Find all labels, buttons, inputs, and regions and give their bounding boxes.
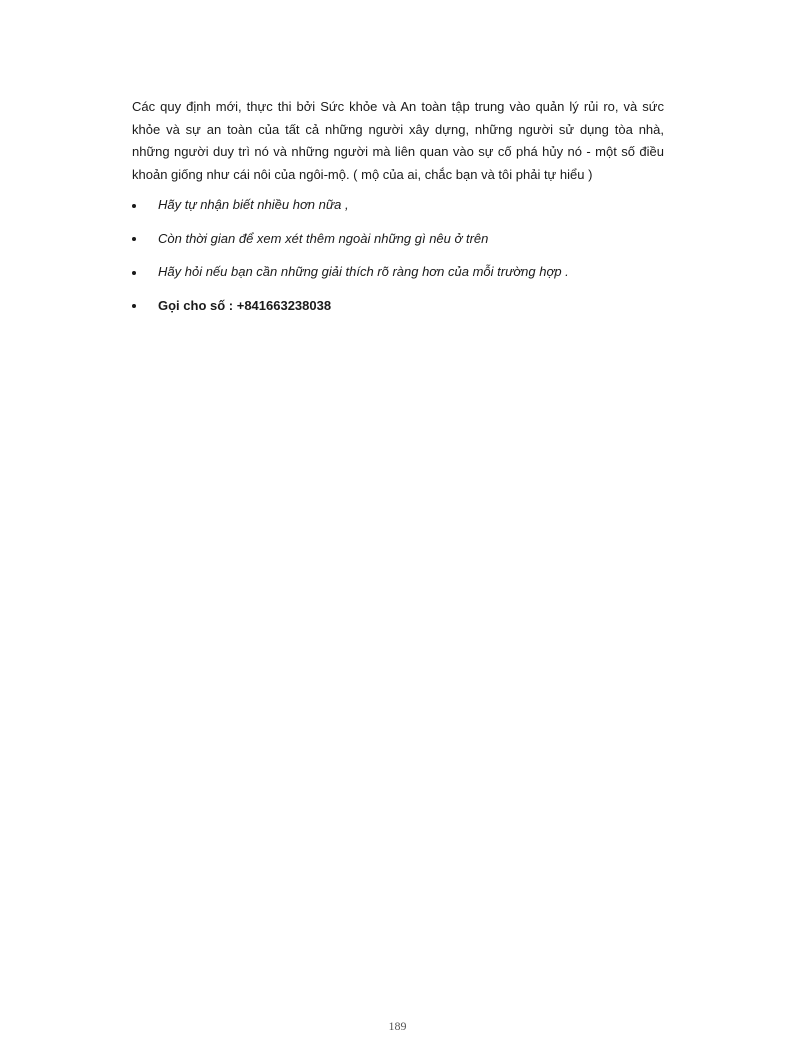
list-item xyxy=(132,261,664,284)
bullet-text: Hãy hỏi nếu bạn cần những giải thích rõ ràng hơn của mỗi trường hợp . xyxy=(158,264,569,279)
bullet-text: Còn thời gian để xem xét thêm ngoài những gì nêu ở trên xyxy=(158,230,489,246)
bullet-icon xyxy=(132,204,136,208)
bullet-icon xyxy=(132,271,136,275)
bullet-text: Hãy tự nhận biết nhiều hơn nữa , xyxy=(158,197,349,212)
page-number: 189 xyxy=(388,1019,407,1033)
bullet-icon xyxy=(132,237,136,241)
list-item xyxy=(132,295,664,318)
list-item xyxy=(132,194,664,217)
phone-contact-text: Gọi cho số : +841663238038 xyxy=(158,297,332,313)
list-item xyxy=(132,228,664,251)
body-paragraph: Các quy định mới, thực thi bởi Sức khỏe và An toàn tập trung vào quản lý rủi ro, và sức khỏe và sự an toàn của tất cả những người xây dựng, những người sử dụng tòa nhà, những người duy trì nó và những người mà liên quan vào sự cố phá hủy nó - một số điều khoản giống như cái nôi của ngôi-mộ. ( mộ của ai, chắc bạn và tôi phải tự hiểu ) xyxy=(132,99,664,182)
bullet-list xyxy=(132,194,664,317)
document-body xyxy=(132,96,664,328)
bullet-icon xyxy=(132,304,136,308)
